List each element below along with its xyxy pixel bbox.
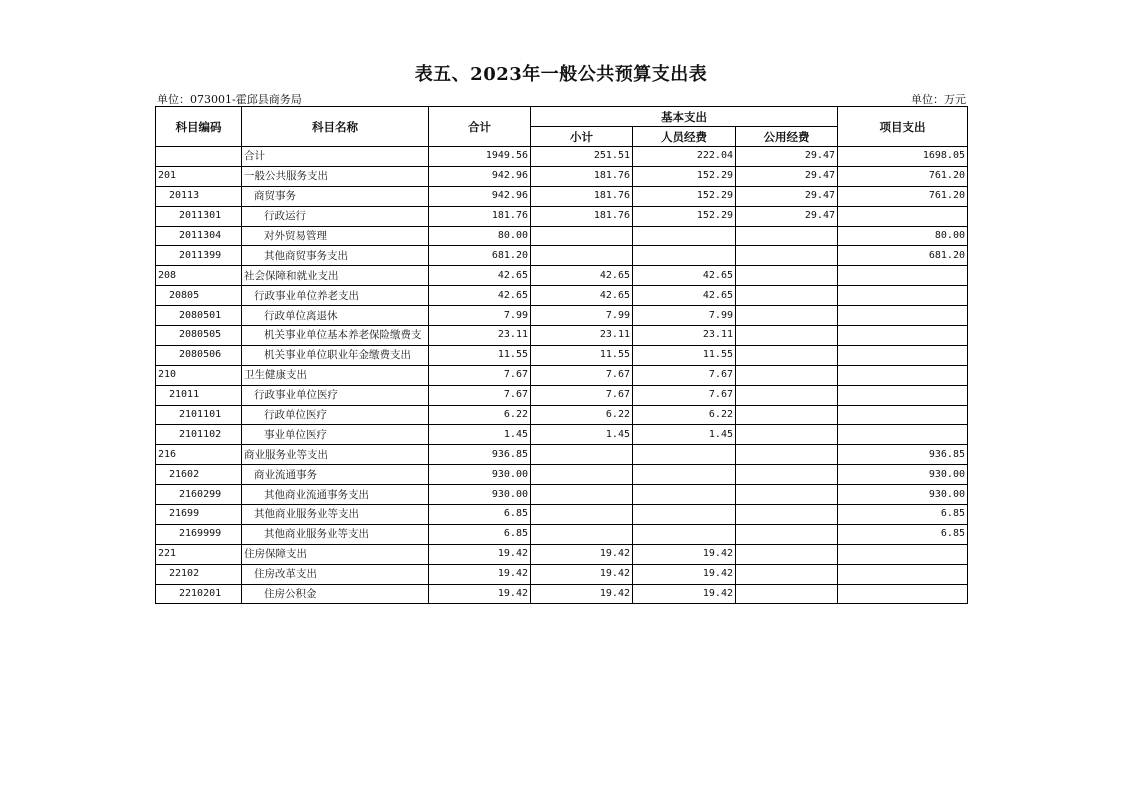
row-project: 6.85 bbox=[838, 524, 968, 544]
row-subtotal: 181.76 bbox=[531, 206, 633, 226]
table-row bbox=[156, 544, 968, 564]
row-total: 936.85 bbox=[429, 445, 531, 465]
header-code: 科目编码 bbox=[156, 107, 242, 147]
row-name: 一般公共服务支出 bbox=[242, 166, 429, 186]
row-code: 2011301 bbox=[156, 206, 242, 226]
row-subtotal: 23.11 bbox=[531, 326, 633, 346]
row-subtotal: 6.22 bbox=[531, 405, 633, 425]
row-public bbox=[736, 326, 838, 346]
row-public bbox=[736, 564, 838, 584]
row-subtotal bbox=[531, 524, 633, 544]
row-public bbox=[736, 405, 838, 425]
table-row bbox=[156, 505, 968, 525]
row-total: 11.55 bbox=[429, 345, 531, 365]
row-name: 其他商贸事务支出 bbox=[242, 246, 429, 266]
row-project bbox=[838, 206, 968, 226]
row-subtotal: 7.67 bbox=[531, 385, 633, 405]
header-project: 项目支出 bbox=[838, 107, 968, 147]
row-project: 936.85 bbox=[838, 445, 968, 465]
row-personnel: 7.99 bbox=[633, 306, 736, 326]
row-total: 19.42 bbox=[429, 584, 531, 604]
header-public: 公用经费 bbox=[736, 127, 838, 147]
row-name: 其他商业服务业等支出 bbox=[242, 524, 429, 544]
row-personnel: 19.42 bbox=[633, 564, 736, 584]
row-subtotal: 1.45 bbox=[531, 425, 633, 445]
row-subtotal bbox=[531, 246, 633, 266]
row-code: 221 bbox=[156, 544, 242, 564]
row-personnel: 6.22 bbox=[633, 405, 736, 425]
row-personnel: 19.42 bbox=[633, 544, 736, 564]
row-name: 行政事业单位养老支出 bbox=[242, 286, 429, 306]
row-code: 21602 bbox=[156, 465, 242, 485]
row-public bbox=[736, 584, 838, 604]
row-project bbox=[838, 564, 968, 584]
row-project: 930.00 bbox=[838, 465, 968, 485]
table-title: 表五、2023年一般公共预算支出表 bbox=[414, 64, 708, 85]
row-public bbox=[736, 345, 838, 365]
row-public: 29.47 bbox=[736, 166, 838, 186]
row-total: 681.20 bbox=[429, 246, 531, 266]
row-public bbox=[736, 286, 838, 306]
row-personnel: 42.65 bbox=[633, 266, 736, 286]
row-project bbox=[838, 425, 968, 445]
table-row bbox=[156, 405, 968, 425]
table-row bbox=[156, 365, 968, 385]
row-project bbox=[838, 326, 968, 346]
row-total: 7.99 bbox=[429, 306, 531, 326]
row-total: 19.42 bbox=[429, 564, 531, 584]
row-total: 6.22 bbox=[429, 405, 531, 425]
row-personnel bbox=[633, 485, 736, 505]
table-row bbox=[156, 465, 968, 485]
row-public bbox=[736, 266, 838, 286]
table-row bbox=[156, 445, 968, 465]
row-name: 住房保障支出 bbox=[242, 544, 429, 564]
row-total: 80.00 bbox=[429, 226, 531, 246]
row-name: 其他商业流通事务支出 bbox=[242, 485, 429, 505]
row-code: 210 bbox=[156, 365, 242, 385]
row-subtotal bbox=[531, 226, 633, 246]
row-public bbox=[736, 226, 838, 246]
row-personnel bbox=[633, 226, 736, 246]
row-personnel: 7.67 bbox=[633, 385, 736, 405]
row-subtotal bbox=[531, 445, 633, 465]
row-public bbox=[736, 485, 838, 505]
row-personnel: 1.45 bbox=[633, 425, 736, 445]
table-row bbox=[156, 485, 968, 505]
table-row bbox=[156, 326, 968, 346]
row-code: 22102 bbox=[156, 564, 242, 584]
row-project: 6.85 bbox=[838, 505, 968, 525]
table-row bbox=[156, 385, 968, 405]
row-name: 行政单位离退休 bbox=[242, 306, 429, 326]
row-code: 2011304 bbox=[156, 226, 242, 246]
row-subtotal bbox=[531, 505, 633, 525]
budget-table bbox=[155, 106, 968, 604]
row-name: 商业流通事务 bbox=[242, 465, 429, 485]
row-public bbox=[736, 306, 838, 326]
table-row bbox=[156, 564, 968, 584]
row-personnel: 152.29 bbox=[633, 186, 736, 206]
row-total: 181.76 bbox=[429, 206, 531, 226]
table-row bbox=[156, 266, 968, 286]
table-row bbox=[156, 147, 968, 167]
table-row bbox=[156, 246, 968, 266]
header-basic: 基本支出 bbox=[531, 107, 838, 127]
row-public bbox=[736, 425, 838, 445]
row-name: 机关事业单位基本养老保险缴费支 bbox=[242, 326, 429, 346]
row-total: 7.67 bbox=[429, 385, 531, 405]
table-row bbox=[156, 206, 968, 226]
row-name: 社会保障和就业支出 bbox=[242, 266, 429, 286]
table-row bbox=[156, 584, 968, 604]
row-code: 216 bbox=[156, 445, 242, 465]
row-subtotal bbox=[531, 485, 633, 505]
row-total: 930.00 bbox=[429, 465, 531, 485]
row-project bbox=[838, 385, 968, 405]
row-code: 21011 bbox=[156, 385, 242, 405]
row-personnel: 11.55 bbox=[633, 345, 736, 365]
row-subtotal: 42.65 bbox=[531, 286, 633, 306]
row-code: 2101101 bbox=[156, 405, 242, 425]
row-code: 2080506 bbox=[156, 345, 242, 365]
row-subtotal: 181.76 bbox=[531, 186, 633, 206]
row-project bbox=[838, 544, 968, 564]
row-total: 942.96 bbox=[429, 166, 531, 186]
row-public: 29.47 bbox=[736, 186, 838, 206]
row-name: 住房公积金 bbox=[242, 584, 429, 604]
table-row bbox=[156, 226, 968, 246]
header-subtotal: 小计 bbox=[531, 127, 633, 147]
row-project bbox=[838, 286, 968, 306]
row-name: 商贸事务 bbox=[242, 186, 429, 206]
table-row bbox=[156, 166, 968, 186]
row-name: 卫生健康支出 bbox=[242, 365, 429, 385]
row-subtotal: 251.51 bbox=[531, 147, 633, 167]
row-name: 其他商业服务业等支出 bbox=[242, 505, 429, 525]
row-subtotal: 7.67 bbox=[531, 365, 633, 385]
header-name: 科目名称 bbox=[242, 107, 429, 147]
row-name: 行政事业单位医疗 bbox=[242, 385, 429, 405]
row-code: 20113 bbox=[156, 186, 242, 206]
table-row bbox=[156, 524, 968, 544]
row-project: 761.20 bbox=[838, 186, 968, 206]
row-total: 42.65 bbox=[429, 286, 531, 306]
row-total: 942.96 bbox=[429, 186, 531, 206]
row-project bbox=[838, 345, 968, 365]
row-public bbox=[736, 246, 838, 266]
row-code: 20805 bbox=[156, 286, 242, 306]
table-row bbox=[156, 425, 968, 445]
row-total: 42.65 bbox=[429, 266, 531, 286]
table-row bbox=[156, 306, 968, 326]
table-row bbox=[156, 286, 968, 306]
table-row bbox=[156, 186, 968, 206]
row-name: 行政单位医疗 bbox=[242, 405, 429, 425]
row-name: 行政运行 bbox=[242, 206, 429, 226]
row-project: 80.00 bbox=[838, 226, 968, 246]
row-subtotal bbox=[531, 465, 633, 485]
row-code: 201 bbox=[156, 166, 242, 186]
row-public: 29.47 bbox=[736, 147, 838, 167]
row-subtotal: 7.99 bbox=[531, 306, 633, 326]
row-total: 19.42 bbox=[429, 544, 531, 564]
row-code: 2011399 bbox=[156, 246, 242, 266]
row-project bbox=[838, 306, 968, 326]
row-personnel bbox=[633, 524, 736, 544]
row-project: 1698.05 bbox=[838, 147, 968, 167]
row-name: 机关事业单位职业年金缴费支出 bbox=[242, 345, 429, 365]
row-total: 7.67 bbox=[429, 365, 531, 385]
row-subtotal: 42.65 bbox=[531, 266, 633, 286]
row-name: 商业服务业等支出 bbox=[242, 445, 429, 465]
row-personnel bbox=[633, 445, 736, 465]
row-code: 21699 bbox=[156, 505, 242, 525]
row-project bbox=[838, 584, 968, 604]
row-project bbox=[838, 405, 968, 425]
row-personnel: 7.67 bbox=[633, 365, 736, 385]
row-subtotal: 11.55 bbox=[531, 345, 633, 365]
row-code: 2101102 bbox=[156, 425, 242, 445]
row-personnel bbox=[633, 246, 736, 266]
row-personnel: 152.29 bbox=[633, 206, 736, 226]
row-personnel bbox=[633, 465, 736, 485]
row-project bbox=[838, 365, 968, 385]
row-total: 1.45 bbox=[429, 425, 531, 445]
row-name: 合计 bbox=[242, 147, 429, 167]
row-personnel: 222.04 bbox=[633, 147, 736, 167]
header-total: 合计 bbox=[429, 107, 531, 147]
row-public: 29.47 bbox=[736, 206, 838, 226]
row-public bbox=[736, 465, 838, 485]
row-code: 2210201 bbox=[156, 584, 242, 604]
row-name: 事业单位医疗 bbox=[242, 425, 429, 445]
row-subtotal: 181.76 bbox=[531, 166, 633, 186]
row-total: 23.11 bbox=[429, 326, 531, 346]
row-personnel: 42.65 bbox=[633, 286, 736, 306]
unit-org-label: 单位：073001-霍邱县商务局 bbox=[157, 93, 302, 106]
row-subtotal: 19.42 bbox=[531, 584, 633, 604]
row-code: 2080501 bbox=[156, 306, 242, 326]
unit-currency-label: 单位：万元 bbox=[911, 93, 966, 106]
row-project: 761.20 bbox=[838, 166, 968, 186]
row-name: 对外贸易管理 bbox=[242, 226, 429, 246]
row-code: 2080505 bbox=[156, 326, 242, 346]
row-name: 住房改革支出 bbox=[242, 564, 429, 584]
row-public bbox=[736, 505, 838, 525]
table-row bbox=[156, 345, 968, 365]
row-personnel: 23.11 bbox=[633, 326, 736, 346]
header-personnel: 人员经费 bbox=[633, 127, 736, 147]
row-public bbox=[736, 544, 838, 564]
row-personnel: 152.29 bbox=[633, 166, 736, 186]
row-public bbox=[736, 524, 838, 544]
row-total: 930.00 bbox=[429, 485, 531, 505]
row-total: 6.85 bbox=[429, 505, 531, 525]
row-code: 2160299 bbox=[156, 485, 242, 505]
row-total: 6.85 bbox=[429, 524, 531, 544]
table-body bbox=[156, 147, 968, 604]
row-project bbox=[838, 266, 968, 286]
row-public bbox=[736, 365, 838, 385]
row-project: 930.00 bbox=[838, 485, 968, 505]
row-public bbox=[736, 445, 838, 465]
row-subtotal: 19.42 bbox=[531, 544, 633, 564]
row-code: 208 bbox=[156, 266, 242, 286]
row-project: 681.20 bbox=[838, 246, 968, 266]
row-personnel bbox=[633, 505, 736, 525]
row-personnel: 19.42 bbox=[633, 584, 736, 604]
row-total: 1949.56 bbox=[429, 147, 531, 167]
row-code bbox=[156, 147, 242, 167]
row-subtotal: 19.42 bbox=[531, 564, 633, 584]
row-public bbox=[736, 385, 838, 405]
row-code: 2169999 bbox=[156, 524, 242, 544]
